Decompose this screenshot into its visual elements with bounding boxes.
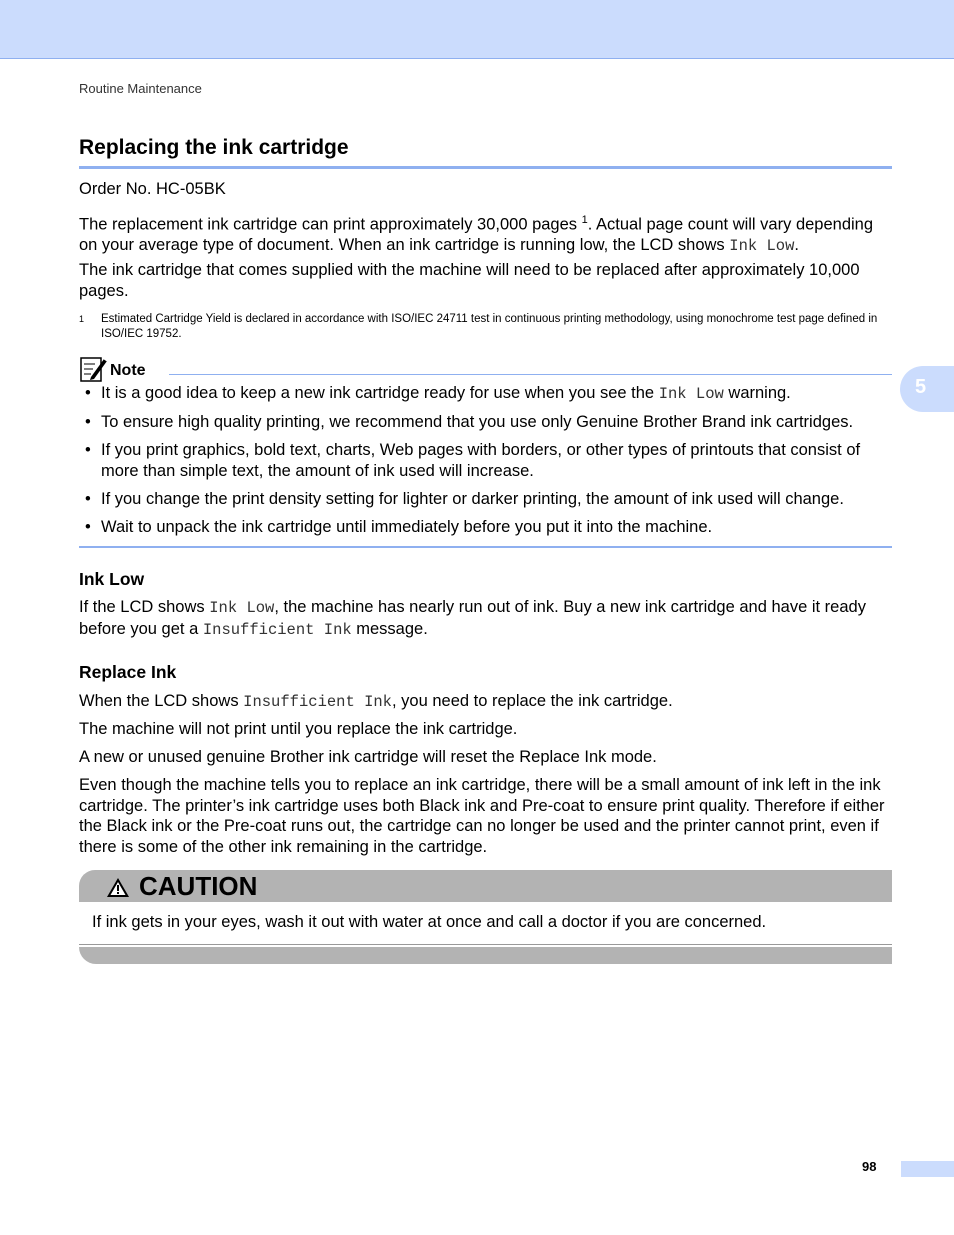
bullet-3-text: If you print graphics, bold text, charts, Web pages with borders, or other types of printouts that consist of more than simple text, the amount of ink used will increase.	[101, 441, 861, 480]
list-item	[79, 383, 892, 405]
list-item	[79, 412, 892, 433]
list-item	[79, 489, 892, 510]
lcd-message-insufficient-ink: Insufficient Ink	[202, 620, 352, 639]
caution-header	[79, 870, 892, 902]
note-end-divider	[79, 546, 892, 548]
caution-divider	[79, 944, 892, 945]
lcd-message-ink-low: Ink Low	[729, 237, 795, 255]
replace-ink-paragraph-1	[79, 691, 892, 713]
lcd-message-ink-low: Ink Low	[209, 599, 275, 617]
ink-low-part-b: , the machine has nearly run out of ink. Buy a new ink cartridge and have it ready before you get a	[79, 598, 866, 638]
chapter-tab	[900, 366, 954, 412]
bullet-marker: •	[85, 489, 91, 508]
ink-low-heading: Ink Low	[79, 569, 145, 589]
page-number: 98	[862, 1159, 877, 1174]
caution-label: CAUTION	[139, 871, 258, 901]
note-divider	[169, 374, 892, 375]
bullet-4-text: If you change the print density setting for lighter or darker printing, the amount of ink used will change.	[101, 489, 844, 508]
list-item	[79, 440, 892, 481]
caution-text: If ink gets in your eyes, wash it out with water at once and call a doctor if you are concerned.	[92, 913, 767, 931]
top-header-band	[0, 0, 954, 59]
bullet-5-text: Wait to unpack the ink cartridge until immediately before you put it into the machine.	[101, 517, 713, 536]
replace-ink-paragraph-4: Even though the machine tells you to replace an ink cartridge, there will be a small amount of ink left in the ink cartridge. The printer’s ink cartridge uses both Black ink and Pre-coat to ensure print quality. Therefore if either the Black ink or the Pre-coat runs out, the cartridge can no longer be used and the printer cannot print, even if there is some of the other ink remaining in the cartridge.	[79, 776, 885, 856]
ink-low-part-a: If the LCD shows	[79, 598, 210, 616]
chapter-number: 5	[915, 376, 927, 398]
paragraph-yield-part-a: The replacement ink cartridge can print approximately 30,000 pages	[79, 215, 582, 234]
bullet-marker: •	[85, 413, 91, 431]
list-item	[79, 517, 892, 538]
paragraph-yield	[79, 210, 892, 257]
footnote-number: 1	[79, 314, 85, 324]
replace-ink-paragraph-3: A new or unused genuine Brother ink cartridge will reset the Replace Ink mode.	[79, 748, 657, 766]
lcd-message-ink-low: Ink Low	[658, 385, 724, 403]
caution-footer-bar	[79, 947, 892, 964]
lcd-message-insufficient-ink: Insufficient Ink	[243, 693, 392, 711]
paragraph-supplied-cartridge: The ink cartridge that comes supplied with the machine will need to be replaced after approximately 10,000 pages.	[79, 261, 860, 300]
page-number-tab	[901, 1161, 954, 1177]
ink-low-part-c: message.	[351, 619, 428, 638]
footnote-reference[interactable]: 1	[581, 214, 588, 226]
bullet-1-part-a: It is a good idea to keep a new ink cartridge ready for use when you see the	[101, 384, 659, 402]
paragraph-yield-part-b: . Actual page count will vary depending on your average type of document. When an ink cartridge is running low, the LCD shows	[79, 215, 874, 254]
ink-low-paragraph	[79, 597, 892, 640]
section-title: Replacing the ink cartridge	[79, 136, 892, 169]
bullet-1-part-b: warning.	[723, 384, 791, 402]
note-label: Note	[110, 362, 146, 379]
replace-ink-paragraph-2: The machine will not print until you replace the ink cartridge.	[79, 720, 518, 738]
order-number: Order No. HC-05BK	[79, 180, 226, 198]
warning-triangle-icon	[106, 877, 130, 898]
paragraph-yield-part-c: .	[794, 236, 799, 254]
replace-ink-part-a: When the LCD shows	[79, 692, 244, 710]
bullet-marker: •	[85, 441, 91, 459]
footnote	[79, 312, 892, 342]
breadcrumb: Routine Maintenance	[79, 81, 202, 96]
bullet-2-text: To ensure high quality printing, we recommend that you use only Genuine Brother Brand ink cartridges.	[101, 413, 854, 431]
note-header	[79, 355, 892, 381]
replace-ink-heading: Replace Ink	[79, 662, 177, 682]
note-bullet-list	[79, 383, 892, 545]
footnote-text: Estimated Cartridge Yield is declared in accordance with ISO/IEC 24711 test in continuous printing methodology, using monochrome test page defined in ISO/IEC 19752.	[101, 313, 878, 340]
bullet-marker: •	[85, 384, 91, 402]
note-pencil-icon	[79, 355, 109, 383]
replace-ink-part-b: , you need to replace the ink cartridge.	[391, 692, 673, 710]
bullet-marker: •	[85, 517, 91, 536]
